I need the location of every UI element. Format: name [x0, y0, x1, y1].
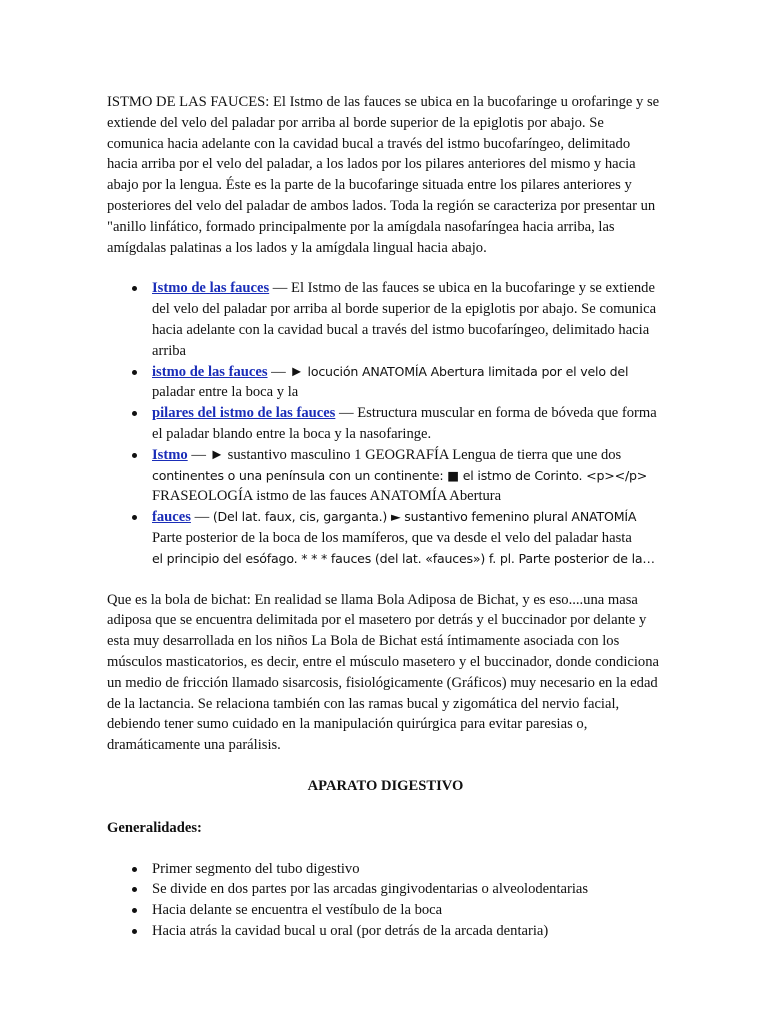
- list-item: [107, 278, 664, 361]
- definition-separator: —: [190, 509, 213, 526]
- definitions-list: [107, 278, 664, 569]
- definition-text: — El Istmo de las fauces se ubica en la bucofaringe y se extiende del velo del paladar por arriba al borde superior de la epiglotis por abajo. Se comunica hacia adelante con la cavidad bucal a través del istmo bucofaríngeo, delimitado hacia arriba: [152, 280, 657, 359]
- list-item: Hacia atrás la cavidad bucal u oral (por detrás de la arcada dentaria): [107, 921, 664, 942]
- definition-text: (Del lat. faux, cis, garganta.) ► sustantivo femenino plural ANATOMÍA: [212, 509, 637, 525]
- list-item: [107, 362, 664, 404]
- definition-text: FRASEOLOGÍA istmo de las fauces ANATOMÍA Abertura: [152, 488, 502, 505]
- section-heading: APARATO DIGESTIVO: [307, 777, 464, 794]
- definition-separator: — ►: [267, 363, 308, 380]
- intro-paragraph: ISTMO DE LAS FAUCES: El Istmo de las fauces se ubica en la bucofaringe u orofaringe y se extiende del velo del paladar por arriba al borde superior de la epiglotis por abajo. Se comunica hacia adelante con la cavidad bucal a través del istmo bucofaríngeo, delimitado hacia arriba por el velo del paladar, a los lados por los pilares anteriores del mismo y hacia abajo por la lengua. Éste es la parte de la bucofaringe situada entre los pilares anteriores y posteriores del velo del paladar de ambos lados. Toda la región se caracteriza por presentar un "anillo linfático, formado principalmente por la amígdala nasofaríngea hacia arriba, las amígdalas palatinas a los lados y la amígdala lingual hacia abajo.: [107, 94, 660, 256]
- list-item: [107, 445, 664, 507]
- subsection-heading: Generalidades:: [107, 819, 202, 836]
- list-item: Primer segmento del tubo digestivo: [107, 859, 664, 880]
- definition-link[interactable]: Istmo: [152, 446, 188, 463]
- definition-text: paladar entre la boca y la: [152, 384, 299, 401]
- definition-text: Parte posterior de la boca de los mamíferos, que va desde el velo del paladar hasta: [152, 529, 632, 546]
- definition-link[interactable]: fauces: [152, 509, 191, 526]
- list-item: [107, 507, 664, 569]
- definition-text: — Estructura muscular en forma de bóveda que forma el paladar blando entre la boca y la nasofaringe.: [152, 405, 657, 442]
- definition-link[interactable]: pilares del istmo de las fauces: [152, 405, 336, 422]
- definition-text: el principio del esófago. * * * fauces (del lat. «fauces») f. pl. Parte posterior de la…: [152, 550, 655, 566]
- list-item: [107, 403, 664, 445]
- generalidades-list: [107, 859, 664, 942]
- definition-text: locución ANATOMÍA Abertura limitada por el velo del: [307, 363, 629, 379]
- definition-separator: — ► sustantivo masculino 1 GEOGRAFÍA Lengua de tierra que une dos: [187, 446, 622, 463]
- definition-link[interactable]: Istmo de las fauces: [152, 280, 270, 297]
- definition-link[interactable]: istmo de las fauces: [152, 363, 268, 380]
- bichat-paragraph: Que es la bola de bichat: En realidad se llama Bola Adiposa de Bichat, y es eso....una masa adiposa que se encuentra delimitada por el masetero por detrás y el buccinador por delante y esta muy desarrollada en los niños La Bola de Bichat está íntimamente asociada con los músculos masticatorios, es decir, entre el músculo masetero y el buccinador, donde condiciona un medio de fricción llamado sisarcosis, fisiológicamente (Gráficos) muy necesario en la edad de la lactancia. Se relaciona también con las ramas bucal y zigomática del nervio facial, debiendo tener sumo cuidado en la manipulación quirúrgica para evitar paresias o, dramáticamente una parálisis.: [107, 591, 660, 754]
- definition-text: continentes o una península con un continente: ■ el istmo de Corinto. <p></p>: [152, 467, 648, 483]
- list-item: Se divide en dos partes por las arcadas gingivodentarias o alveolodentarias: [107, 879, 664, 900]
- list-item: Hacia delante se encuentra el vestíbulo de la boca: [107, 900, 664, 921]
